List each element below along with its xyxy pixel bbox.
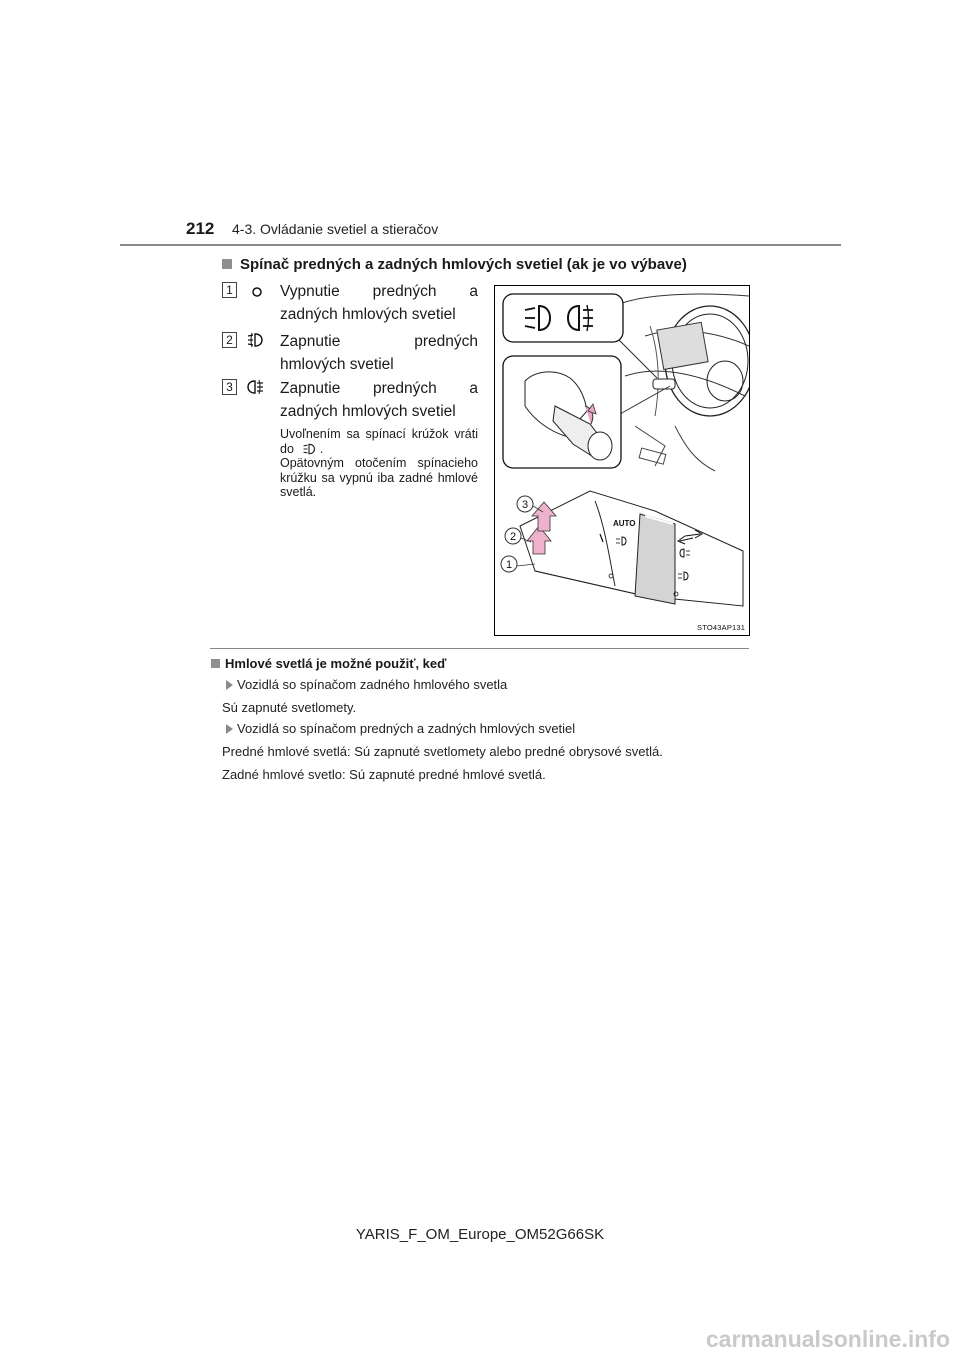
callout-2: 2: [509, 531, 517, 543]
note-part-3: Opätovným otočením spínacieho krúžku sa vypnú iba zadné hmlové svetlá.: [280, 456, 478, 499]
auto-label: AUTO: [613, 519, 636, 528]
item-text-3: Zapnutie predných a zadných hmlových svetiel: [280, 380, 478, 420]
triangle-bullet-icon: [226, 680, 233, 690]
bullet-text-2: Vozidlá so spínačom predných a zadných hmlových svetiel: [237, 721, 576, 736]
note-part-2: .: [319, 441, 324, 456]
body-text-2: Predné hmlové svetlá: Sú zapnuté svetlomety alebo predné obrysové svetlá.: [222, 744, 663, 759]
section-divider: [210, 648, 749, 649]
off-circle-icon: [248, 283, 266, 301]
figure-label: STO43AP131: [697, 623, 746, 632]
page-number: 212: [186, 219, 215, 238]
item-number-2: 2: [222, 332, 237, 348]
section-title: [222, 256, 687, 273]
section-marker-icon: [222, 259, 232, 269]
note-text: [280, 427, 478, 500]
section-title-text: Spínač predných a zadných hmlových svetiel (ak je vo výbave): [240, 256, 687, 273]
item-number-1: 1: [222, 282, 237, 298]
item-number-3: 3: [222, 379, 237, 395]
subsection-title-text: Hmlové svetlá je možné použiť, keď: [225, 656, 447, 671]
note-part-1: Uvoľnením sa spínací krúžok vráti do: [280, 427, 478, 456]
subsection-title: [211, 656, 446, 671]
subsection-marker-icon: [211, 659, 220, 668]
callout-3: 3: [521, 499, 529, 511]
item-text-1: Vypnutie predných a zadných hmlových svetiel: [280, 283, 478, 323]
front-fog-light-inline-icon: [302, 442, 316, 456]
watermark: carmanualsonline.info: [705, 1326, 950, 1352]
rear-fog-light-icon: [246, 378, 264, 396]
chapter-title: 4-3. Ovládanie svetiel a stieračov: [232, 221, 439, 237]
body-text-3: Zadné hmlové svetlo: Sú zapnuté predné hmlové svetlá.: [222, 767, 546, 782]
item-text-2: Zapnutie predných hmlových svetiel: [280, 333, 478, 373]
footer-doc-id: YARIS_F_OM_Europe_OM52G66SK: [355, 1226, 605, 1243]
body-text-1: Sú zapnuté svetlomety.: [222, 700, 357, 715]
bullet-text-1: Vozidlá so spínačom zadného hmlového svetla: [237, 677, 508, 692]
front-fog-light-icon: [246, 331, 264, 349]
switch-illustration: [495, 286, 749, 635]
bullet-front-rear-fog-switch: [226, 721, 575, 736]
fog-light-switch-figure: [494, 285, 750, 636]
callout-1: 1: [505, 559, 513, 571]
header-divider: [120, 244, 841, 246]
bullet-rear-fog-switch: [226, 677, 507, 692]
triangle-bullet-icon: [226, 724, 233, 734]
